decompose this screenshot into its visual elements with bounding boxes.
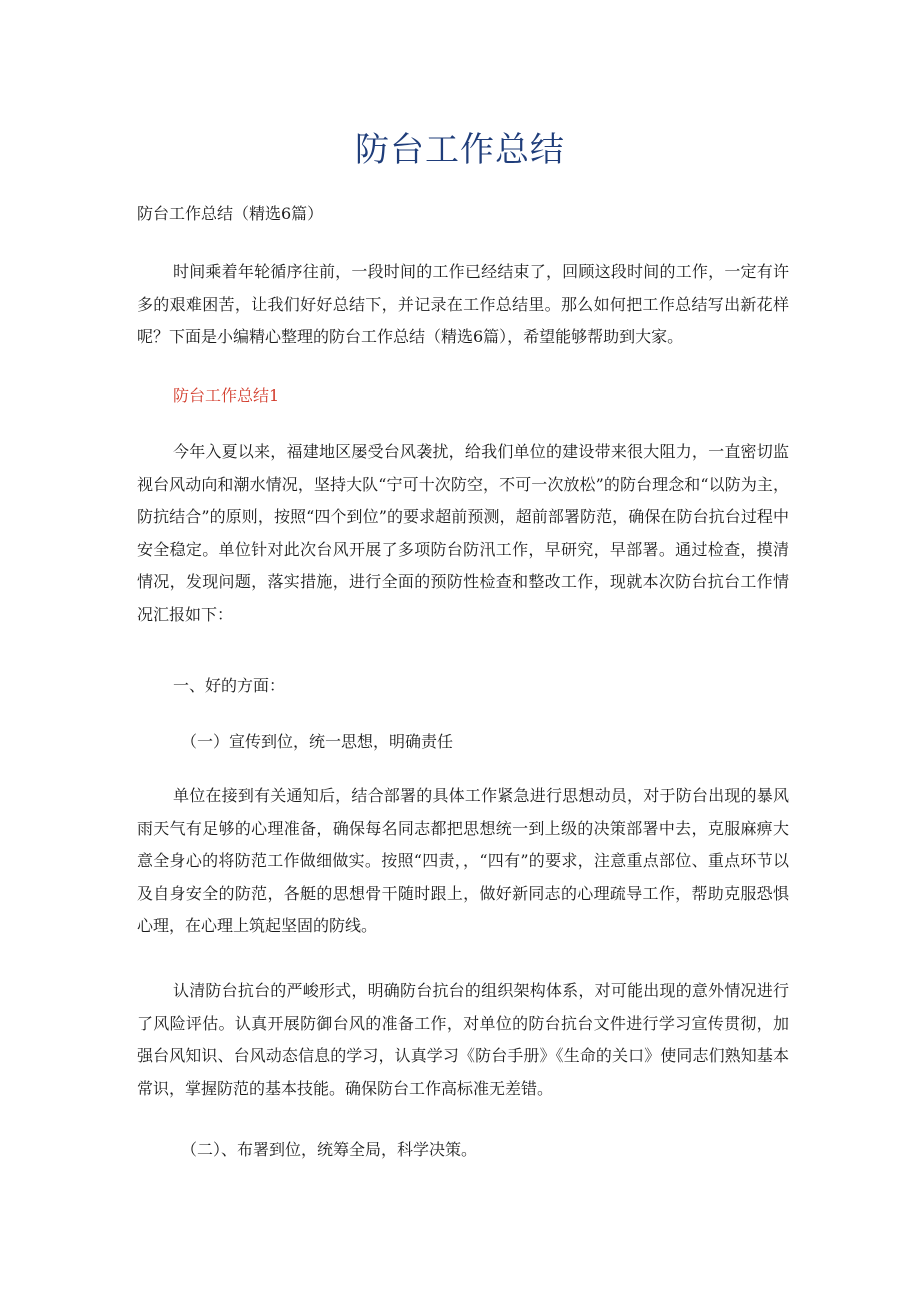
heading-good-aspects: 一、好的方面： bbox=[173, 676, 286, 695]
document-title: 防台工作总结 bbox=[355, 130, 565, 170]
subheading-publicity: （一）宣传到位，统一思想，明确责任 bbox=[181, 732, 454, 751]
intro-paragraph: 时间乘着年轮循序往前，一段时间的工作已经结束了，回顾这段时间的工作，一定有许多的艰难困苦，让我们好好总结下，并记录在工作总结里。那么如何把工作总结写出新花样呢？下面是小编精心整理的防台工作总结（精选6篇），希望能够帮助到大家。 bbox=[137, 262, 789, 346]
section-paragraph: 今年入夏以来，福建地区屡受台风袭扰，给我们单位的建设带来很大阻力，一直密切监视台风动向和潮水情况，坚持大队“宁可十次防空，不可一次放松”的防台理念和“以防为主，防抗结合”的原则，按照“四个到位”的要求超前预测，超前部署防范，确保在防台抗台过程中安全稳定。单位针对此次台风开展了多项防台防汛工作，早研究，早部署。通过检查，摸清情况，发现问题，落实措施，进行全面的预防性检查和整改工作，现就本次防台抗台工作情况汇报如下： bbox=[137, 442, 789, 624]
publicity-paragraph-1: 单位在接到有关通知后，结合部署的具体工作紧急进行思想动员，对于防台出现的暴风雨天气有足够的心理准备，确保每名同志都把思想统一到上级的决策部署中去，克服麻痹大意全身心的将防范工作做细做实。按照“四责，，“四有”的要求，注意重点部位、重点环节以及自身安全的防范，各艇的思想骨干随时跟上，做好新同志的心理疏导工作，帮助克服恐惧心理，在心理上筑起坚固的防线。 bbox=[137, 786, 789, 935]
section-heading: 防台工作总结1 bbox=[173, 386, 280, 405]
publicity-paragraph-2: 认清防台抗台的严峻形式，明确防台抗台的组织架构体系，对可能出现的意外情况进行了风险评估。认真开展防御台风的准备工作，对单位的防台抗台文件进行学习宣传贯彻，加强台风知识、台风动态信息的学习，认真学习《防台手册》《生命的关口》使同志们熟知基本常识，掌握防范的基本技能。确保防台工作高标准无差错。 bbox=[137, 981, 789, 1098]
document-subtitle: 防台工作总结（精选6篇） bbox=[137, 204, 324, 223]
subheading-deployment: （二）、布署到位，统筹全局，科学决策。 bbox=[181, 1140, 478, 1159]
